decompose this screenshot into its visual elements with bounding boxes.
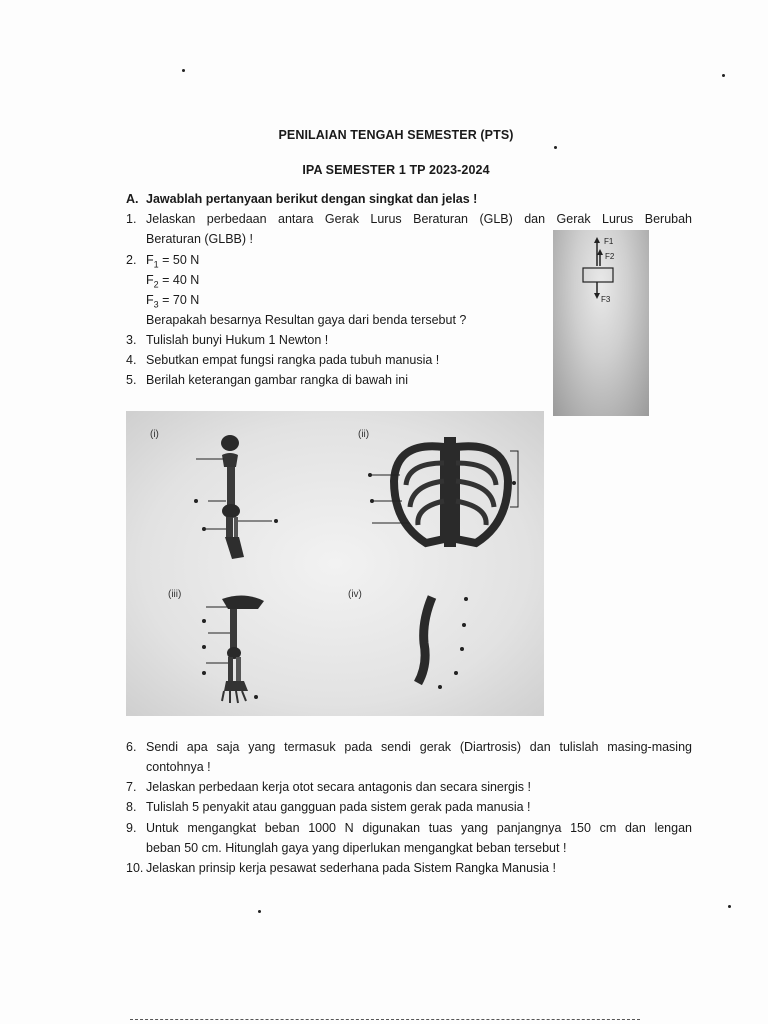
skeleton-diagram-svg [126, 411, 544, 716]
question-9 [126, 818, 692, 858]
question-6 [126, 737, 692, 777]
panel-label-i: (i) [150, 429, 159, 440]
question-text: Untuk mengangkat beban 1000 N digunakan tuas yang panjangnya 150 cm dan lengan [146, 821, 692, 835]
force-f2: $F_2 = 40$ N [146, 273, 200, 290]
force-label-f1: F1 [604, 237, 614, 246]
question-number: 2. [126, 253, 137, 267]
force-f2-arrowhead [597, 249, 603, 255]
force-f3-value: 70 N [172, 293, 200, 307]
section-heading [126, 192, 477, 206]
question-text: Jelaskan perbedaan antara Gerak Lurus Beraturan (GLB) dan Gerak Lurus Berubah [146, 212, 692, 226]
question-text-cont: beban 50 cm. Hitunglah gaya yang diperlukan mengangkat beban tersebut ! [146, 841, 567, 855]
force-diagram-svg [553, 230, 649, 416]
question-number: 8. [126, 800, 137, 814]
question-number: 1. [126, 212, 137, 226]
question-8 [126, 797, 531, 817]
scan-speck [554, 146, 557, 149]
question-text: Jelaskan prinsip kerja pesawat sederhana pada Sistem Rangka Manusia ! [146, 861, 556, 875]
question-text: Berilah keterangan gambar rangka di bawah ini [146, 373, 408, 387]
question-text: Sendi apa saja yang termasuk pada sendi gerak (Diartrosis) dan tulislah masing-masing [146, 740, 692, 754]
panel-label-iv: (iv) [348, 589, 362, 600]
skeleton-diagram-image [126, 411, 544, 716]
force-f1-arrowhead [594, 237, 600, 243]
question-number: 6. [126, 740, 137, 754]
block-object [583, 268, 613, 282]
question-text: Sebutkan empat fungsi rangka pada tubuh manusia ! [146, 353, 440, 367]
question-number: 7. [126, 780, 137, 794]
force-f1-value: 50 N [172, 253, 200, 267]
question-10 [126, 858, 556, 878]
section-instruction: Jawablah pertanyaan berikut dengan singkat dan jelas ! [146, 192, 478, 206]
force-f3-arrowhead [594, 293, 600, 299]
force-f1-label: $F_1$ = [146, 253, 173, 270]
ribcage-skeleton [368, 437, 518, 547]
question-text: Jelaskan perbedaan kerja otot secara antagonis dan secara sinergis ! [146, 780, 531, 794]
panel-label-iii: (iii) [168, 589, 182, 600]
scan-speck [722, 74, 725, 77]
force-f2-value: 40 N [172, 273, 200, 287]
question-number: 5. [126, 373, 137, 387]
document-subtitle: IPA SEMESTER 1 TP 2023-2024 [302, 163, 490, 177]
panel-label-ii: (ii) [358, 429, 370, 440]
question-number: 3. [126, 333, 137, 347]
question-2-text: Berapakah besarnya Resultan gaya dari benda tersebut ? [146, 313, 467, 327]
question-text-cont: Beraturan (GLBB) ! [146, 232, 253, 246]
question-7 [126, 777, 531, 797]
scan-speck [182, 69, 185, 72]
question-4 [126, 350, 439, 370]
force-label-f3: F3 [601, 295, 611, 304]
question-number: 4. [126, 353, 137, 367]
footer-rule [130, 1019, 640, 1020]
scan-speck [728, 905, 731, 908]
question-number: 10. [126, 861, 144, 875]
question-number: 9. [126, 821, 137, 835]
question-3 [126, 330, 328, 350]
force-label-f2: F2 [605, 252, 615, 261]
scan-speck [258, 910, 261, 913]
question-text-cont: contohnya ! [146, 760, 211, 774]
question-5 [126, 370, 408, 390]
question-text: Tulislah 5 penyakit atau gangguan pada sistem gerak pada manusia ! [146, 800, 531, 814]
leg-skeleton [194, 435, 278, 559]
document-title: PENILAIAN TENGAH SEMESTER (PTS) [278, 128, 514, 142]
force-f3: $F_3 = 70$ N [146, 293, 200, 310]
arm-skeleton [202, 595, 264, 703]
question-2 [126, 250, 199, 275]
question-text: Tulislah bunyi Hukum 1 Newton ! [146, 333, 329, 347]
force-diagram-image [553, 230, 649, 416]
section-letter: A. [126, 192, 139, 206]
spine-skeleton [418, 597, 468, 689]
